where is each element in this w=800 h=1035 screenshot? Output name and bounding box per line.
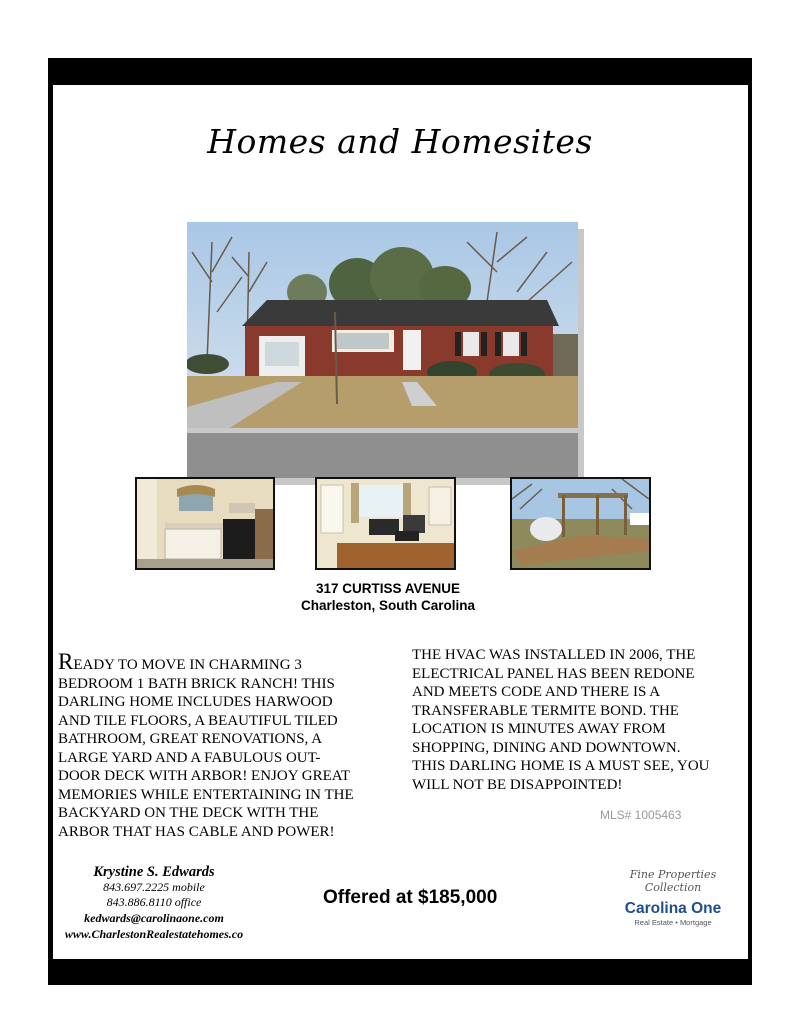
city-state: Charleston, South Carolina	[300, 598, 476, 613]
agent-office: 843.886.8110 office	[106, 895, 202, 909]
agent-email[interactable]: kedwards@carolinaone.com	[84, 911, 224, 925]
company-logo	[608, 868, 738, 927]
street-address: 317 CURTISS AVENUE	[315, 581, 461, 596]
mls-number: MLS# 1005463	[600, 808, 682, 822]
agent-website[interactable]: www.CharlestonRealestatehomes.co	[64, 927, 244, 941]
collection-logo: Fine Properties Collection	[629, 868, 717, 894]
property-address	[0, 580, 776, 614]
deck-photo	[510, 477, 651, 570]
offer-price: Offered at $185,000	[323, 887, 498, 908]
main-house-photo	[187, 222, 578, 478]
drop-cap: R	[58, 649, 74, 674]
description-left	[58, 649, 354, 841]
description-right: THE HVAC WAS INSTALLED IN 2006, THE ELECTRICAL PANEL HAS BEEN REDONE AND MEETS CODE AND THERE IS A TRANSFERABLE TERMITE BOND. THE LOCATION IS MINUTES AWAY FROM SHOPPING, DINING AND DOWNTOWN. THIS DARLING HOME IS A MUST SEE, YOU WILL NOT BE DISAPPOINTED!	[412, 647, 710, 793]
company-tagline: Real Estate • Mortgage	[634, 918, 712, 927]
kitchen-photo	[135, 477, 275, 570]
company-name: Carolina One	[624, 900, 722, 917]
page-title: Homes and Homesites	[207, 122, 593, 161]
agent-mobile: 843.697.2225 mobile	[103, 880, 205, 894]
agent-contact	[55, 864, 253, 942]
living-room-photo	[315, 477, 456, 570]
agent-name: Krystine S. Edwards	[93, 864, 215, 880]
description-left-text: EADY TO MOVE IN CHARMING 3 BEDROOM 1 BATH BRICK RANCH! THIS DARLING HOME INCLUDES HARWOOD AND TILE FLOORS, A BEAUTIFUL TILED BATHROOM, GREAT RENOVATIONS, A LARGE YARD AND A FABULOUS OUT- DOOR DECK WITH ARBOR! ENJOY GREAT MEMORIES WHILE ENTERTAINING IN THE BACKYARD ON THE DECK WITH THE ARBOR THAT HAS CABLE AND POWER!	[58, 657, 354, 840]
